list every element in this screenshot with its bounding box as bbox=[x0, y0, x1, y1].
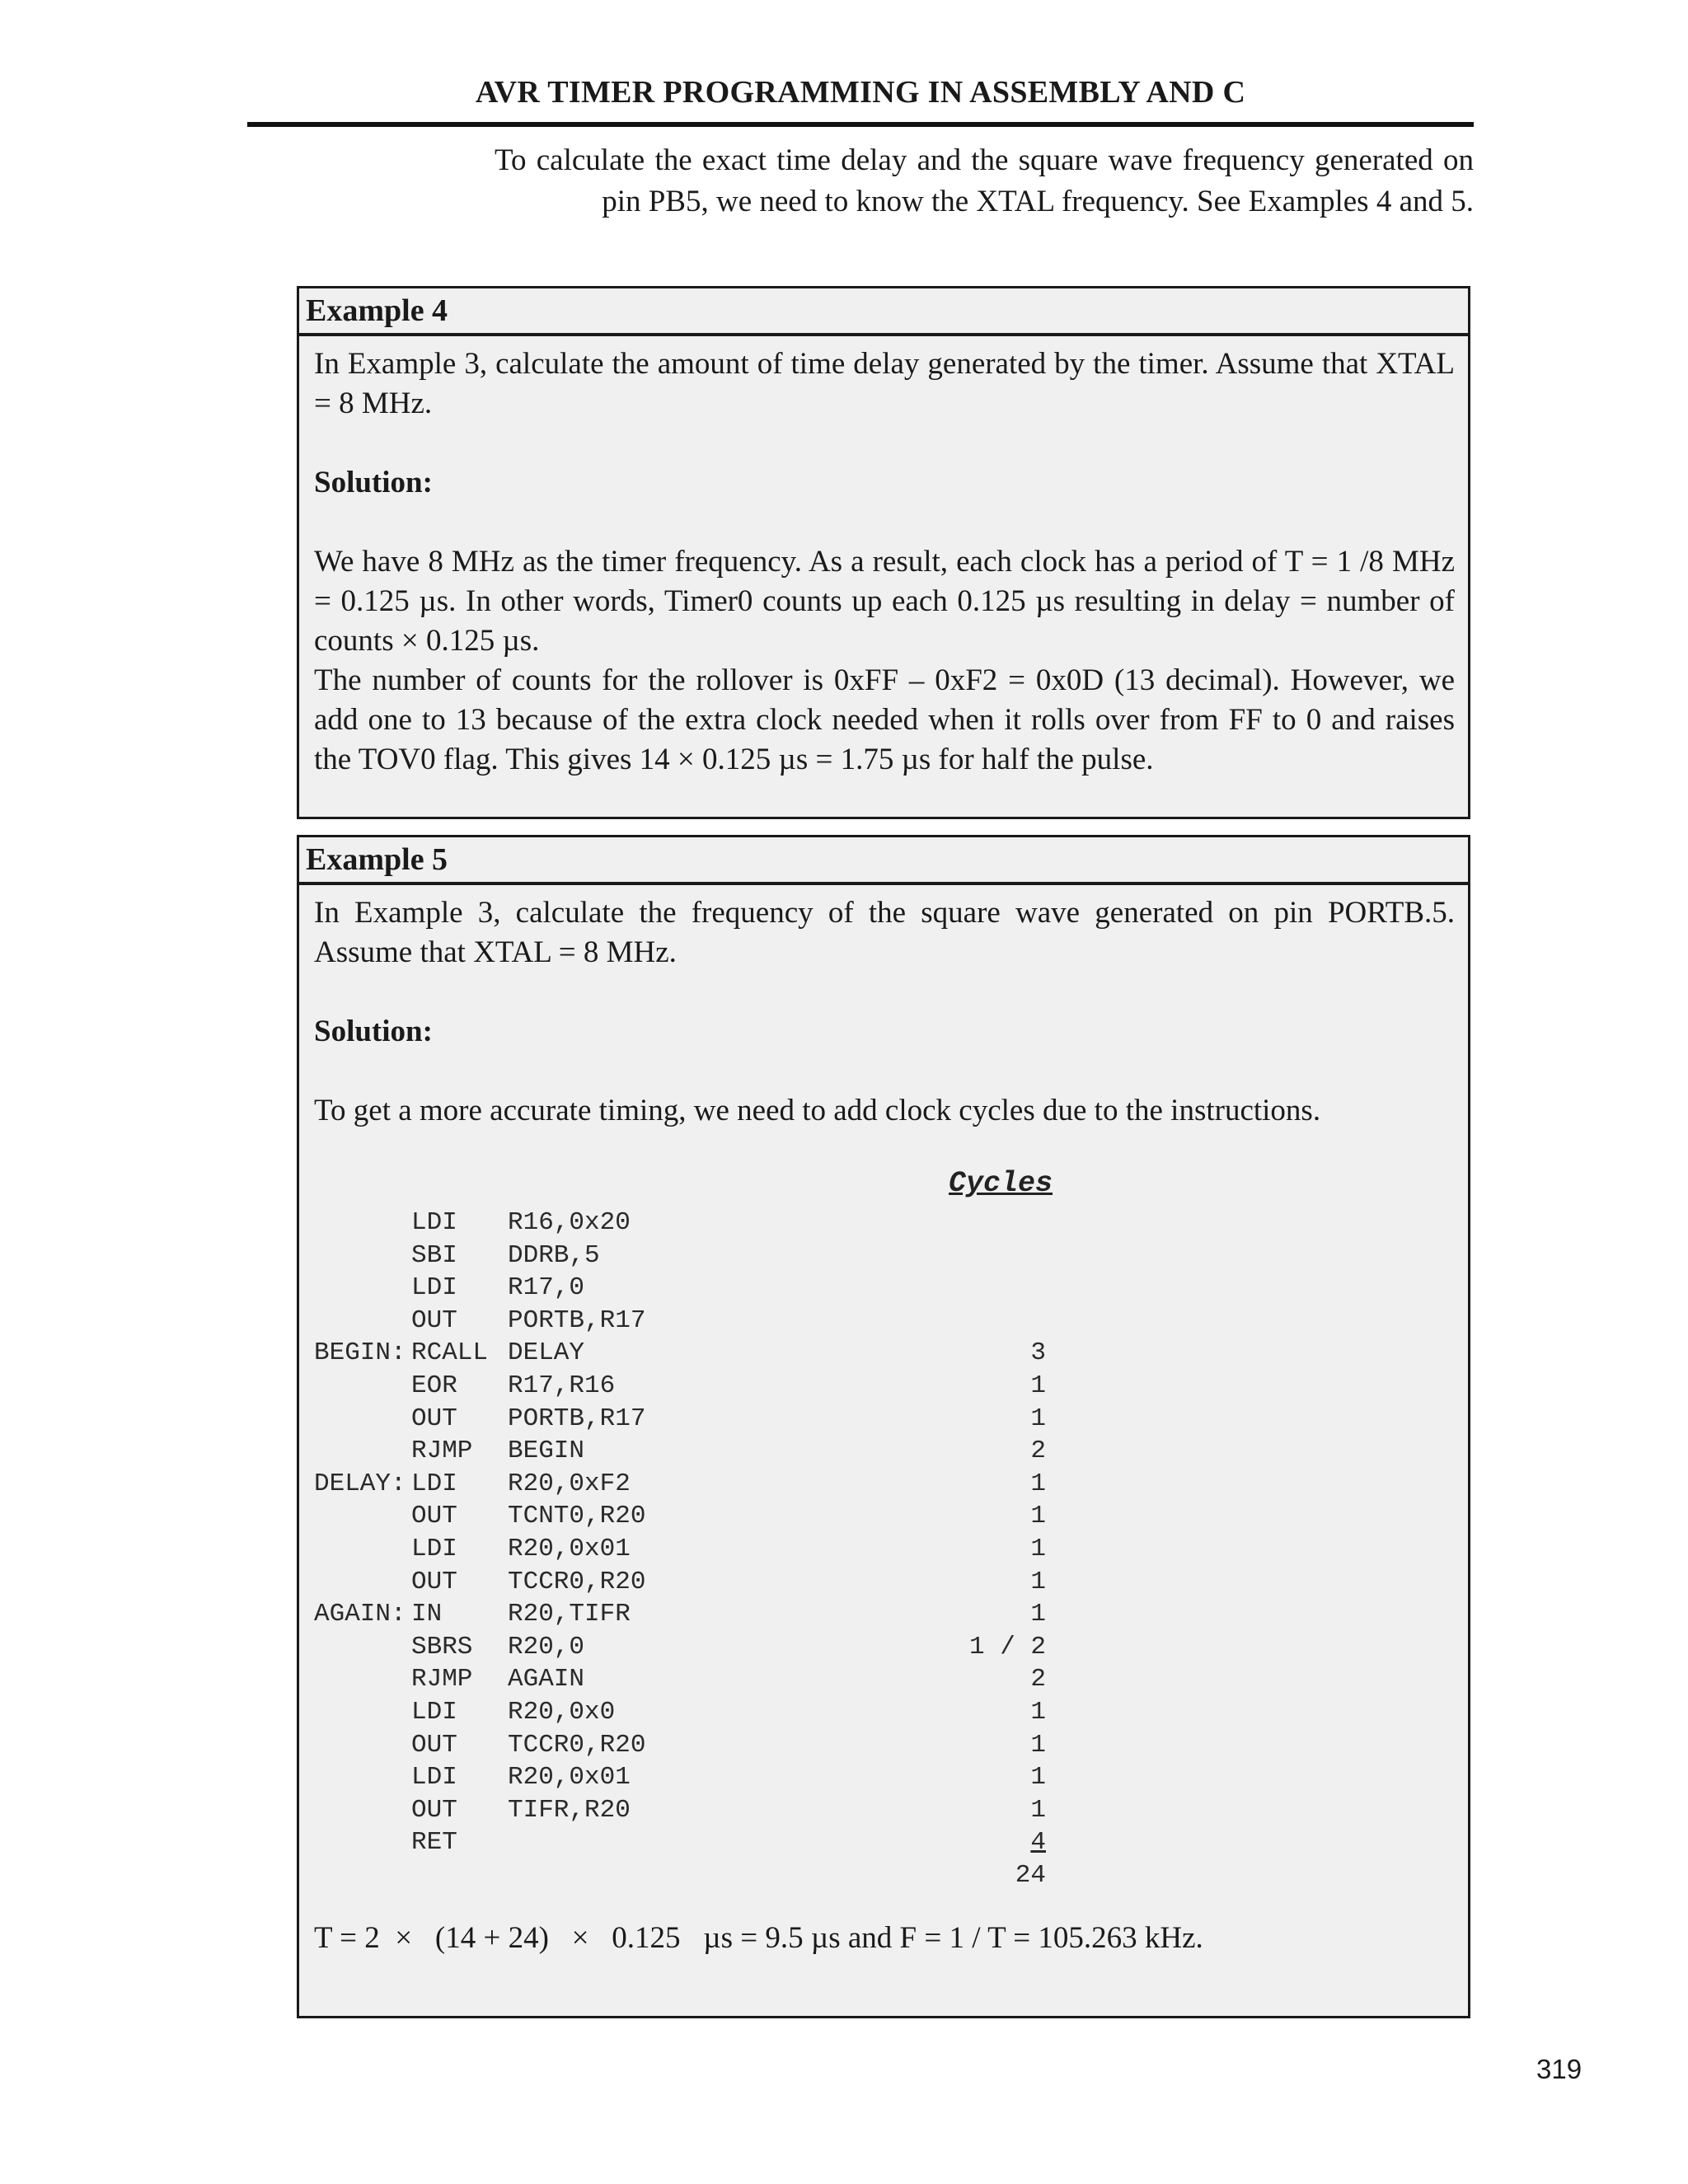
period-frequency-formula: T = 2 × (14 + 24) × 0.125 µs = 9.5 µs and F = 1 / T = 105.263 kHz. bbox=[314, 1921, 1203, 1955]
example-4-question: In Example 3, calculate the amount of time delay generated by the timer. Assume that XTAL = 8 MHz. bbox=[314, 347, 1455, 420]
code-cycles: 2 bbox=[1030, 1665, 1046, 1694]
code-operand: AGAIN bbox=[508, 1665, 585, 1694]
code-cycles: 1 bbox=[1030, 1697, 1046, 1727]
assembly-code-listing bbox=[314, 1169, 1455, 1891]
example-4-box bbox=[297, 286, 1470, 819]
code-mnemonic: LDI bbox=[411, 1763, 457, 1793]
code-line bbox=[314, 1207, 1455, 1240]
code-operand: R20,0x0 bbox=[508, 1697, 616, 1727]
code-mnemonic: RET bbox=[411, 1828, 457, 1858]
code-operand: TCNT0,R20 bbox=[508, 1502, 646, 1531]
example-4-body bbox=[299, 336, 1468, 780]
page-number: 319 bbox=[1536, 2054, 1582, 2084]
code-operand: R20,0xF2 bbox=[508, 1469, 631, 1498]
code-mnemonic: RCALL bbox=[411, 1338, 489, 1368]
code-cycles: 1 bbox=[1030, 1763, 1046, 1793]
code-operand: TCCR0,R20 bbox=[508, 1730, 646, 1760]
code-mnemonic: LDI bbox=[411, 1697, 457, 1727]
example-5-title: Example 5 bbox=[299, 837, 1468, 885]
code-mnemonic: OUT bbox=[411, 1795, 457, 1825]
code-cycles: 24 bbox=[1015, 1860, 1046, 1890]
code-cycles: 1 bbox=[1030, 1371, 1046, 1400]
code-cycles: 2 bbox=[1030, 1436, 1046, 1466]
code-line bbox=[314, 1305, 1455, 1338]
code-mnemonic: OUT bbox=[411, 1567, 457, 1596]
code-line bbox=[314, 1598, 1455, 1631]
code-line bbox=[314, 1337, 1455, 1370]
code-line bbox=[314, 1435, 1455, 1468]
cycles-column-header: Cycles bbox=[949, 1167, 1053, 1200]
code-mnemonic: LDI bbox=[411, 1208, 457, 1237]
example-5-body bbox=[299, 885, 1468, 1891]
code-operand: BEGIN bbox=[508, 1436, 585, 1466]
code-line bbox=[314, 1663, 1455, 1696]
code-label: AGAIN: bbox=[314, 1600, 406, 1629]
intro-paragraph: To calculate the exact time delay and the square wave frequency generated on pin PB5, we need to know the XTAL frequency. See Examples 4 and 5. bbox=[495, 143, 1474, 218]
code-cycles: 4 bbox=[1030, 1828, 1046, 1858]
code-operand: R20,TIFR bbox=[508, 1600, 631, 1629]
code-operand: R20,0x01 bbox=[508, 1763, 631, 1793]
code-operand: R16,0x20 bbox=[508, 1208, 631, 1237]
code-line bbox=[314, 1240, 1455, 1272]
code-operand: TIFR,R20 bbox=[508, 1795, 631, 1825]
example-4-title: Example 4 bbox=[299, 288, 1468, 336]
code-line bbox=[314, 1859, 1455, 1892]
code-operand: R20,0x01 bbox=[508, 1534, 631, 1563]
code-mnemonic: OUT bbox=[411, 1305, 457, 1335]
code-mnemonic: OUT bbox=[411, 1502, 457, 1531]
code-mnemonic: LDI bbox=[411, 1469, 457, 1498]
example-4-solution-label: Solution: bbox=[314, 466, 433, 499]
code-line bbox=[314, 1272, 1455, 1305]
header-rule bbox=[247, 122, 1474, 127]
example-5-box bbox=[297, 835, 1470, 2018]
code-cycles: 1 bbox=[1030, 1469, 1046, 1498]
code-line bbox=[314, 1533, 1455, 1566]
code-cycles: 1 bbox=[1030, 1795, 1046, 1825]
running-head: AVR TIMER PROGRAMMING IN ASSEMBLY AND C bbox=[475, 75, 1246, 110]
code-cycles: 3 bbox=[1030, 1338, 1046, 1368]
code-mnemonic: LDI bbox=[411, 1534, 457, 1563]
code-mnemonic: IN bbox=[411, 1600, 443, 1629]
code-cycles: 1 bbox=[1030, 1567, 1046, 1596]
code-cycles: 1 bbox=[1030, 1730, 1046, 1760]
code-operand: PORTB,R17 bbox=[508, 1404, 646, 1433]
example-4-paragraph-1: We have 8 MHz as the timer frequency. As a result, each clock has a period of T = 1 /8 MHz = 0.125 µs. In other words, Timer0 counts up each 0.125 µs resulting in delay = number of counts × 0.125 µs. bbox=[314, 545, 1455, 658]
code-cycles: 1 bbox=[1030, 1534, 1046, 1563]
code-line bbox=[314, 1566, 1455, 1599]
code-mnemonic: SBRS bbox=[411, 1632, 473, 1661]
code-cycles: 1 bbox=[1030, 1404, 1046, 1433]
code-cycles: 1 bbox=[1030, 1600, 1046, 1629]
code-line bbox=[314, 1370, 1455, 1403]
code-line bbox=[314, 1761, 1455, 1794]
code-mnemonic: EOR bbox=[411, 1371, 457, 1400]
code-operand: R17,R16 bbox=[508, 1371, 616, 1400]
example-5-solution-label: Solution: bbox=[314, 1015, 433, 1048]
code-lines bbox=[314, 1169, 1455, 1891]
code-line bbox=[314, 1826, 1455, 1859]
code-line bbox=[314, 1468, 1455, 1501]
code-label: BEGIN: bbox=[314, 1338, 406, 1368]
code-operand: DELAY bbox=[508, 1338, 585, 1368]
code-line bbox=[314, 1696, 1455, 1729]
code-operand: DDRB,5 bbox=[508, 1240, 600, 1270]
code-mnemonic: OUT bbox=[411, 1404, 457, 1433]
code-mnemonic: SBI bbox=[411, 1240, 457, 1270]
code-cycles: 1 bbox=[1030, 1502, 1046, 1531]
code-mnemonic: RJMP bbox=[411, 1436, 473, 1466]
code-line bbox=[314, 1729, 1455, 1762]
code-line bbox=[314, 1794, 1455, 1827]
code-line bbox=[314, 1403, 1455, 1436]
code-label: DELAY: bbox=[314, 1469, 406, 1498]
code-line bbox=[314, 1631, 1455, 1664]
code-operand: R20,0 bbox=[508, 1632, 585, 1661]
code-mnemonic: RJMP bbox=[411, 1665, 473, 1694]
example-4-paragraph-2: The number of counts for the rollover is 0xFF – 0xF2 = 0x0D (13 decimal). However, we add one to 13 because of the extra clock needed when it rolls over from FF to 0 and raises the TOV0 flag. This gives 14 × 0.125 µs = 1.75 µs for half the pulse. bbox=[314, 663, 1455, 776]
code-operand: PORTB,R17 bbox=[508, 1305, 646, 1335]
code-operand: TCCR0,R20 bbox=[508, 1567, 646, 1596]
code-line bbox=[314, 1500, 1455, 1533]
code-operand: R17,0 bbox=[508, 1273, 585, 1303]
code-cycles: 1 / 2 bbox=[968, 1632, 1046, 1661]
code-mnemonic: LDI bbox=[411, 1273, 457, 1303]
example-5-question: In Example 3, calculate the frequency of the square wave generated on pin PORTB.5. Assume that XTAL = 8 MHz. bbox=[314, 896, 1455, 969]
code-mnemonic: OUT bbox=[411, 1730, 457, 1760]
example-5-paragraph-1: To get a more accurate timing, we need to add clock cycles due to the instructions. bbox=[314, 1094, 1321, 1127]
